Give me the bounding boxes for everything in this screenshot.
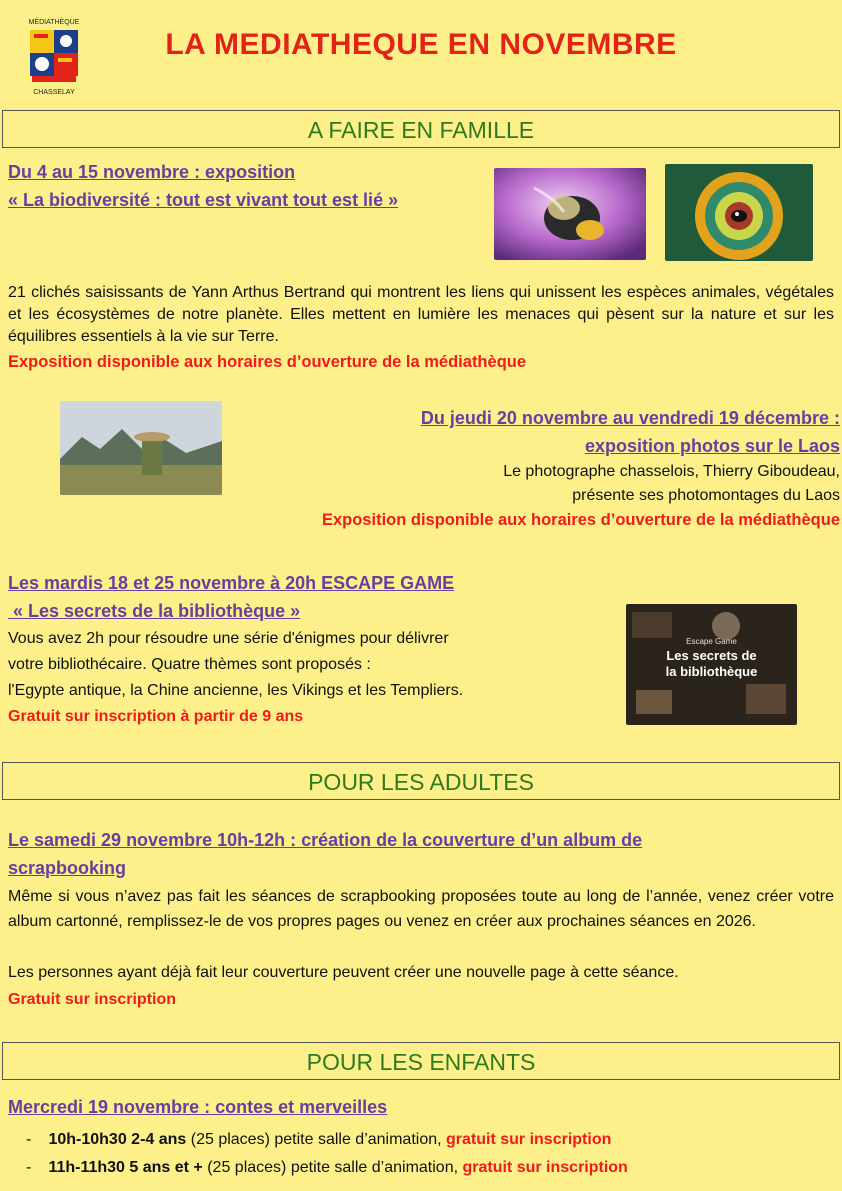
contes-slot [26, 1126, 628, 1154]
contes-slot-note: gratuit sur inscription [446, 1131, 612, 1148]
contes-slot-text: (25 places) petite salle d’animation, [186, 1131, 447, 1148]
escape-title-line2: « Les secrets de la bibliothèque » [8, 601, 301, 621]
contes-slot-time: 11h-11h30 5 ans et + [48, 1159, 203, 1176]
scrap-title-line2: scrapbooking [8, 858, 127, 878]
escape-body-line3: l'Egypte antique, la Chine ancienne, les Vikings et les Templiers. [8, 682, 464, 699]
escape-game-poster [626, 604, 797, 725]
expo2-note: Exposition disponible aux horaires d’ouverture de la médiathèque [321, 511, 840, 529]
scrap-note: Gratuit sur inscription [8, 991, 177, 1008]
contes-slots-list [26, 1126, 628, 1182]
scrap-description-2: Les personnes ayant déjà fait leur couverture peuvent créer une nouvelle page à cette séance. [8, 964, 679, 981]
laos-photo [60, 401, 222, 495]
section-header-enfants: POUR LES ENFANTS [2, 1042, 840, 1080]
chameleon-eye-photo [665, 164, 813, 261]
section-header-famille: A FAIRE EN FAMILLE [2, 110, 840, 148]
page-title: LA MEDIATHEQUE EN NOVEMBRE [165, 28, 677, 61]
bee-flower-photo [494, 168, 646, 260]
scrap-description: Même si vous n’avez pas fait les séances de scrapbooking proposées toute au long de l’année, venez créer votre album cartonné, remplissez-le de vos propres pages ou venez en créer aux prochaines séances en 2026. [8, 888, 834, 930]
contes-slot-text: (25 places) petite salle d’animation, [202, 1159, 463, 1176]
expo1-note: Exposition disponible aux horaires d’ouverture de la médiathèque [8, 353, 527, 371]
scrap-title-line1: Le samedi 29 novembre 10h-12h : création de la couverture d’un album de [8, 830, 643, 850]
contes-title: Mercredi 19 novembre : contes et merveilles [8, 1097, 388, 1117]
expo2-body-line2: présente ses photomontages du Laos [572, 487, 840, 504]
expo1-description: 21 clichés saisissants de Yann Arthus Bertrand qui montrent les liens qui unissent les espèces animales, végétales et les écosystèmes de notre planète. Elles mettent en lumière les menaces qui pèsent sur la nature et sur les équilibres essentiels à la vie sur Terre. [8, 284, 834, 345]
escape-body-line1: Vous avez 2h pour résoudre une série d'énigmes pour délivrer [8, 630, 449, 647]
expo2-title-line2: exposition photos sur le Laos [584, 436, 840, 456]
expo1-title-line1: Du 4 au 15 novembre : exposition [8, 162, 296, 182]
contes-slot-time: 10h-10h30 2-4 ans [48, 1131, 187, 1148]
poster-small-text: Escape Game [686, 637, 737, 646]
section-header-adultes: POUR LES ADULTES [2, 762, 840, 800]
poster-title-line1: Les secrets de [666, 648, 757, 663]
poster-title-line2: la bibliothèque [665, 664, 758, 679]
escape-title-line1: Les mardis 18 et 25 novembre à 20h ESCAPE GAME [8, 573, 455, 593]
contes-slot-note: gratuit sur inscription [462, 1159, 628, 1176]
logo-top-text: MÉDIATHÈQUE [28, 19, 80, 26]
expo2-title-line1: Du jeudi 20 novembre au vendredi 19 décembre : [420, 408, 840, 428]
escape-note: Gratuit sur inscription à partir de 9 ans [8, 708, 304, 725]
expo2-body-line1: Le photographe chasselois, Thierry Giboudeau, [503, 463, 840, 480]
contes-slot [26, 1154, 628, 1182]
escape-body-line2: votre bibliothécaire. Quatre thèmes sont proposés : [8, 656, 371, 673]
expo1-title-line2: « La biodiversité : tout est vivant tout est lié » [8, 190, 399, 210]
logo-bottom-text: CHASSELAY [33, 89, 75, 96]
